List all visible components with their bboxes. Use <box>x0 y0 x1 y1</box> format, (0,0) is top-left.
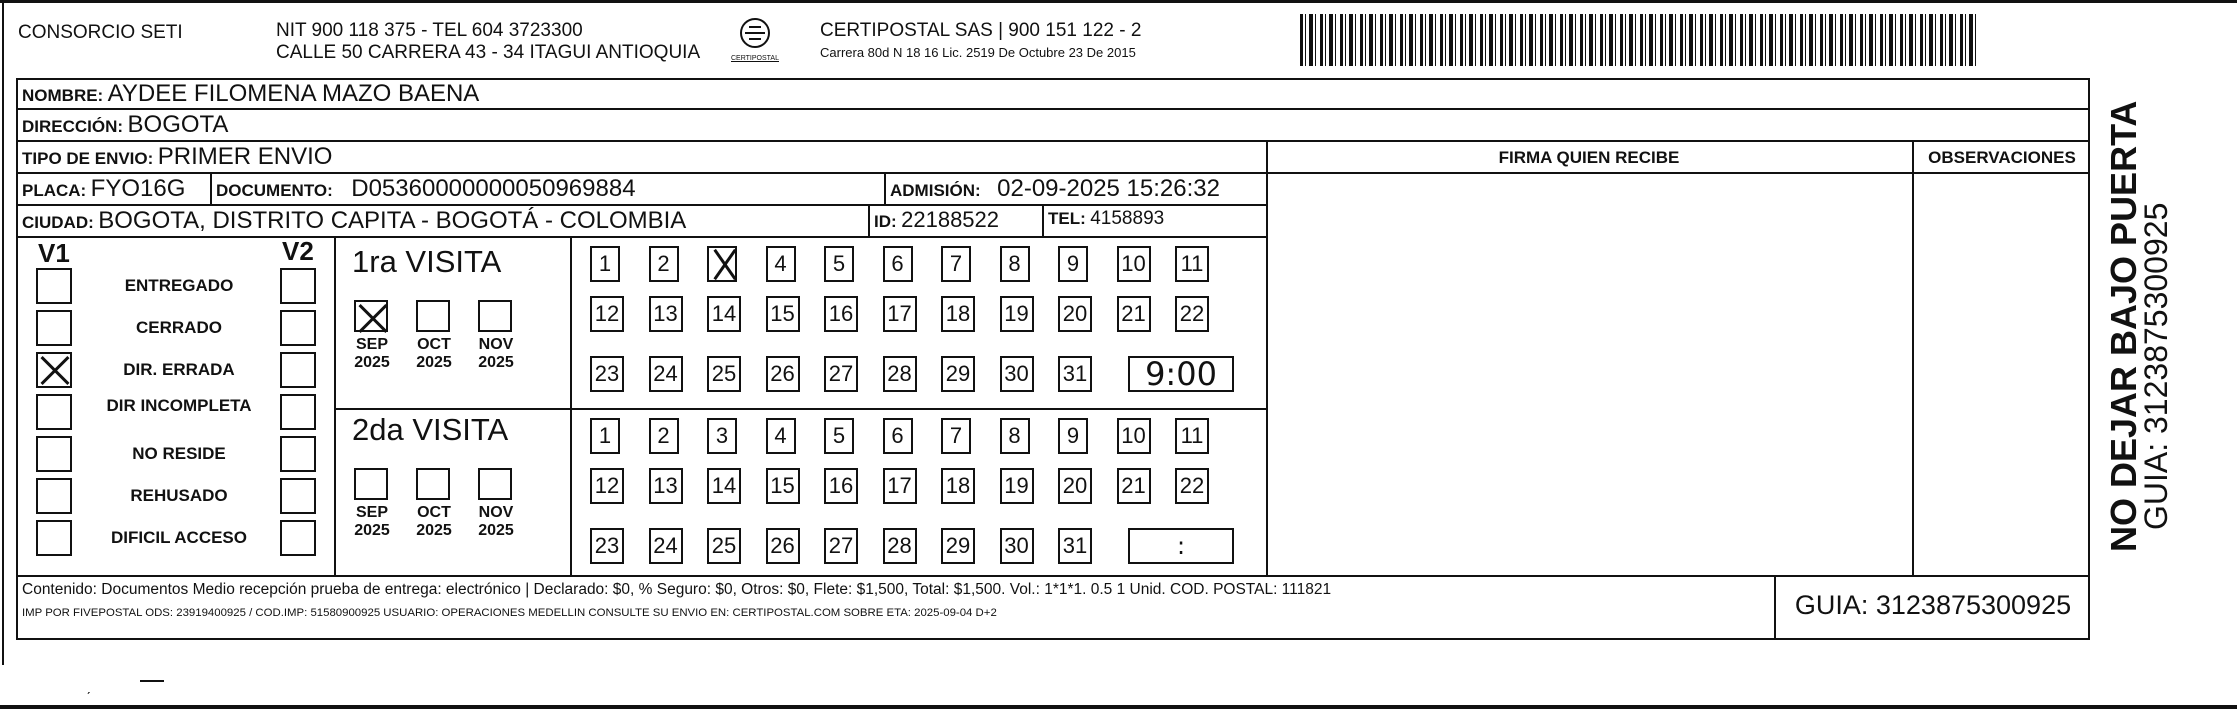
day-box[interactable]: 19 <box>1000 468 1034 504</box>
v1-checkbox[interactable] <box>36 436 72 472</box>
admision-field <box>890 175 1220 203</box>
v1-checkbox[interactable] <box>36 352 72 388</box>
day-box[interactable]: 18 <box>941 468 975 504</box>
day-box[interactable]: 28 <box>883 528 917 564</box>
month-checkbox[interactable] <box>354 468 388 500</box>
day-box[interactable]: 3 <box>707 418 737 454</box>
day-box[interactable]: 10 <box>1117 418 1151 454</box>
row-line <box>16 204 1266 206</box>
day-box[interactable]: 20 <box>1058 296 1092 332</box>
month-checkbox[interactable] <box>416 468 450 500</box>
v2-checkbox[interactable] <box>280 310 316 346</box>
day-box[interactable]: 16 <box>824 468 858 504</box>
status-label: DIR. ERRADA <box>123 360 235 379</box>
id-label: ID: <box>874 212 897 231</box>
day-box[interactable]: 20 <box>1058 468 1092 504</box>
day-box[interactable]: 29 <box>941 528 975 564</box>
day-box[interactable]: 21 <box>1117 468 1151 504</box>
row-line <box>16 236 1266 238</box>
day-box[interactable] <box>707 246 737 282</box>
day-box[interactable]: 26 <box>766 356 800 392</box>
v1-label: V1 <box>38 238 70 268</box>
day-box[interactable]: 6 <box>883 246 913 282</box>
month-label <box>468 336 524 372</box>
month-checkbox[interactable] <box>478 300 512 332</box>
direccion-value: BOGOTA <box>127 111 229 138</box>
day-box[interactable]: 23 <box>590 356 624 392</box>
day-box[interactable]: 1 <box>590 418 620 454</box>
placa-field <box>22 175 185 203</box>
v1-checkbox[interactable] <box>36 268 72 304</box>
month-year: 2025 <box>416 522 452 539</box>
month-name: SEP <box>355 336 388 353</box>
second-visit-title: 2da VISITA <box>352 412 509 447</box>
carrier-line: CERTIPOSTAL SAS | 900 151 122 - 2 <box>820 20 1142 41</box>
month-label <box>468 504 524 540</box>
placa-divider <box>210 172 212 204</box>
day-box[interactable]: 8 <box>1000 418 1030 454</box>
v2-checkbox[interactable] <box>280 268 316 304</box>
tipo-envio-field <box>22 143 332 171</box>
month-year: 2025 <box>416 354 452 371</box>
day-box[interactable]: 24 <box>649 528 683 564</box>
v2-checkbox[interactable] <box>280 520 316 556</box>
day-box[interactable]: 22 <box>1175 296 1209 332</box>
day-box[interactable]: 25 <box>707 356 741 392</box>
day-box[interactable]: 29 <box>941 356 975 392</box>
v1-checkbox[interactable] <box>36 478 72 514</box>
id-divider <box>868 204 870 236</box>
month-year: 2025 <box>478 522 514 539</box>
ciudad-label: CIUDAD: <box>22 213 94 232</box>
placa-value: FYO16G <box>90 175 186 202</box>
admision-value: 02-09-2025 15:26:32 <box>997 175 1220 202</box>
direccion-field <box>22 111 228 139</box>
day-box[interactable]: 10 <box>1117 246 1151 282</box>
id-field <box>874 207 999 233</box>
firma-label: FIRMA QUIEN RECIBE <box>1498 148 1680 167</box>
day-box[interactable]: 14 <box>707 468 741 504</box>
admision-divider <box>884 172 886 204</box>
day-box[interactable]: 19 <box>1000 296 1034 332</box>
month-year: 2025 <box>478 354 514 371</box>
day-box[interactable]: 8 <box>1000 246 1030 282</box>
month-name: SEP <box>355 504 388 521</box>
day-box[interactable]: 9 <box>1058 418 1088 454</box>
day-box[interactable]: 30 <box>1000 356 1034 392</box>
day-box[interactable]: 24 <box>649 356 683 392</box>
company-name: CONSORCIO SETI <box>18 22 183 43</box>
day-box[interactable]: 14 <box>707 296 741 332</box>
day-box[interactable]: 27 <box>824 528 858 564</box>
nit-line: NIT 900 118 375 - TEL 604 3723300 <box>276 20 583 41</box>
day-box[interactable]: 23 <box>590 528 624 564</box>
footer-guia: GUIA: 3123875300925 <box>1794 590 2072 620</box>
month-label <box>406 336 462 372</box>
day-box[interactable]: 16 <box>824 296 858 332</box>
v1-checkbox[interactable] <box>36 520 72 556</box>
row-line <box>16 140 2090 142</box>
ciudad-field <box>22 207 686 235</box>
day-box[interactable]: 25 <box>707 528 741 564</box>
day-box[interactable]: 15 <box>766 296 800 332</box>
day-box[interactable]: 2 <box>649 418 679 454</box>
status-label: CERRADO <box>136 318 222 337</box>
observaciones-label: OBSERVACIONES <box>1928 148 2076 167</box>
month-checkbox[interactable] <box>354 300 388 332</box>
day-box[interactable]: 6 <box>883 418 913 454</box>
nombre-value: AYDEE FILOMENA MAZO BAENA <box>107 80 480 107</box>
month-year: 2025 <box>354 354 390 371</box>
day-box[interactable]: 4 <box>766 246 796 282</box>
day-box[interactable]: 7 <box>941 246 971 282</box>
footer-content-line: Contenido: Documentos Medio recepción prueba de entrega: electrónico | Declarado: $0, % Seguro: $0, Otros: $0, Flete: $1,500, Total: $1,500. Vol.: 1*1*1. 0.5 1 Unid. COD. POSTAL: 111821 <box>22 581 1332 598</box>
day-box[interactable]: 13 <box>649 468 683 504</box>
month-checkbox[interactable] <box>478 468 512 500</box>
day-box[interactable]: 13 <box>649 296 683 332</box>
v1-checkbox[interactable] <box>36 394 72 430</box>
tel-field <box>1048 208 1164 230</box>
second-visit-time[interactable]: : <box>1128 528 1234 564</box>
month-name: OCT <box>417 336 451 353</box>
scan-mark: ˏ <box>86 678 91 694</box>
side-warning: NO DEJAR BAJO PUERTA <box>2103 100 2144 552</box>
month-checkbox[interactable] <box>416 300 450 332</box>
tel-divider <box>1042 204 1044 236</box>
status-label: DIR INCOMPLETA <box>106 396 252 415</box>
day-box[interactable]: 9 <box>1058 246 1088 282</box>
bottom-border <box>0 705 2237 709</box>
day-box[interactable]: 17 <box>883 468 917 504</box>
logo-text: CERTIPOSTAL <box>731 55 779 62</box>
day-box[interactable]: 12 <box>590 296 624 332</box>
day-box[interactable]: 11 <box>1175 418 1209 454</box>
day-box[interactable]: 1 <box>590 246 620 282</box>
v1-checkbox[interactable] <box>36 310 72 346</box>
day-box[interactable]: 28 <box>883 356 917 392</box>
v2-label: V2 <box>282 236 314 266</box>
day-box[interactable]: 31 <box>1058 356 1092 392</box>
v2-checkbox[interactable] <box>280 352 316 388</box>
month-year: 2025 <box>354 522 390 539</box>
barcode <box>1300 14 1980 66</box>
day-box[interactable]: 27 <box>824 356 858 392</box>
day-box[interactable]: 17 <box>883 296 917 332</box>
left-border <box>2 0 4 665</box>
side-guia: GUIA: 3123875300925 <box>2138 202 2174 530</box>
id-value: 22188522 <box>901 207 1000 232</box>
status-label: DIFICIL ACCESO <box>110 528 247 547</box>
scan-dash <box>140 680 164 682</box>
first-visit-title: 1ra VISITA <box>352 244 502 279</box>
day-box[interactable]: 2 <box>649 246 679 282</box>
nombre-field <box>22 80 479 108</box>
day-box[interactable]: 21 <box>1117 296 1151 332</box>
day-box[interactable]: 31 <box>1058 528 1092 564</box>
documento-label: DOCUMENTO: <box>216 181 333 200</box>
tipo-envio-value: PRIMER ENVIO <box>157 143 333 170</box>
day-box[interactable]: 5 <box>824 246 854 282</box>
address-line: CALLE 50 CARRERA 43 - 34 ITAGUI ANTIOQUIA <box>276 42 701 63</box>
day-box[interactable]: 12 <box>590 468 624 504</box>
footer-print-line: IMP POR FIVEPOSTAL ODS: 23919400925 / COD.IMP: 51580900925 USUARIO: OPERACIONES MEDELLIN CONSULTE SU ENVIO EN: CERTIPOSTAL.COM SOBRE ETA: 2025-09-04 D+2 <box>22 607 997 619</box>
status-label: NO RESIDE <box>132 444 226 463</box>
top-border <box>0 0 2237 3</box>
direccion-label: DIRECCIÓN: <box>22 117 124 136</box>
day-box[interactable]: 4 <box>766 418 796 454</box>
day-box[interactable]: 5 <box>824 418 854 454</box>
day-box[interactable]: 30 <box>1000 528 1034 564</box>
month-label <box>344 504 400 540</box>
placa-label: PLACA: <box>22 181 87 200</box>
v2-checkbox[interactable] <box>280 436 316 472</box>
status-column-divider <box>334 236 336 575</box>
day-box[interactable]: 11 <box>1175 246 1209 282</box>
row-line <box>16 108 2090 110</box>
row-line <box>16 172 1266 174</box>
v2-checkbox[interactable] <box>280 394 316 430</box>
status-label: REHUSADO <box>130 486 228 505</box>
month-name: NOV <box>478 336 514 353</box>
status-label: ENTREGADO <box>124 276 234 295</box>
signature-divider <box>1266 140 1268 575</box>
tipo-envio-label: TIPO DE ENVIO: <box>22 149 154 168</box>
nombre-label: NOMBRE: <box>22 86 104 105</box>
certipostal-logo <box>720 16 790 66</box>
documento-field <box>216 175 636 203</box>
documento-value: D05360000000050969884 <box>351 175 636 202</box>
tel-value: 4158893 <box>1090 208 1165 229</box>
day-box[interactable]: 18 <box>941 296 975 332</box>
row-line <box>1266 172 2090 174</box>
observations-divider <box>1912 140 1914 575</box>
admision-label: ADMISIÓN: <box>890 181 981 200</box>
day-box[interactable]: 26 <box>766 528 800 564</box>
month-name: NOV <box>478 504 514 521</box>
day-box[interactable]: 7 <box>941 418 971 454</box>
v2-checkbox[interactable] <box>280 478 316 514</box>
month-name: OCT <box>417 504 451 521</box>
month-label <box>406 504 462 540</box>
status-divider <box>16 575 2090 577</box>
visit-divider <box>334 408 1266 410</box>
license-line: Carrera 80d N 18 16 Lic. 2519 De Octubre 23 De 2015 <box>820 45 1136 60</box>
day-box[interactable]: 15 <box>766 468 800 504</box>
day-box[interactable]: 22 <box>1175 468 1209 504</box>
ciudad-value: BOGOTA, DISTRITO CAPITA - BOGOTÁ - COLOMBIA <box>98 207 687 234</box>
months-days-divider <box>570 236 572 575</box>
tel-label: TEL: <box>1048 209 1086 228</box>
month-label <box>344 336 400 372</box>
first-visit-time[interactable]: 9:00 <box>1128 356 1234 392</box>
